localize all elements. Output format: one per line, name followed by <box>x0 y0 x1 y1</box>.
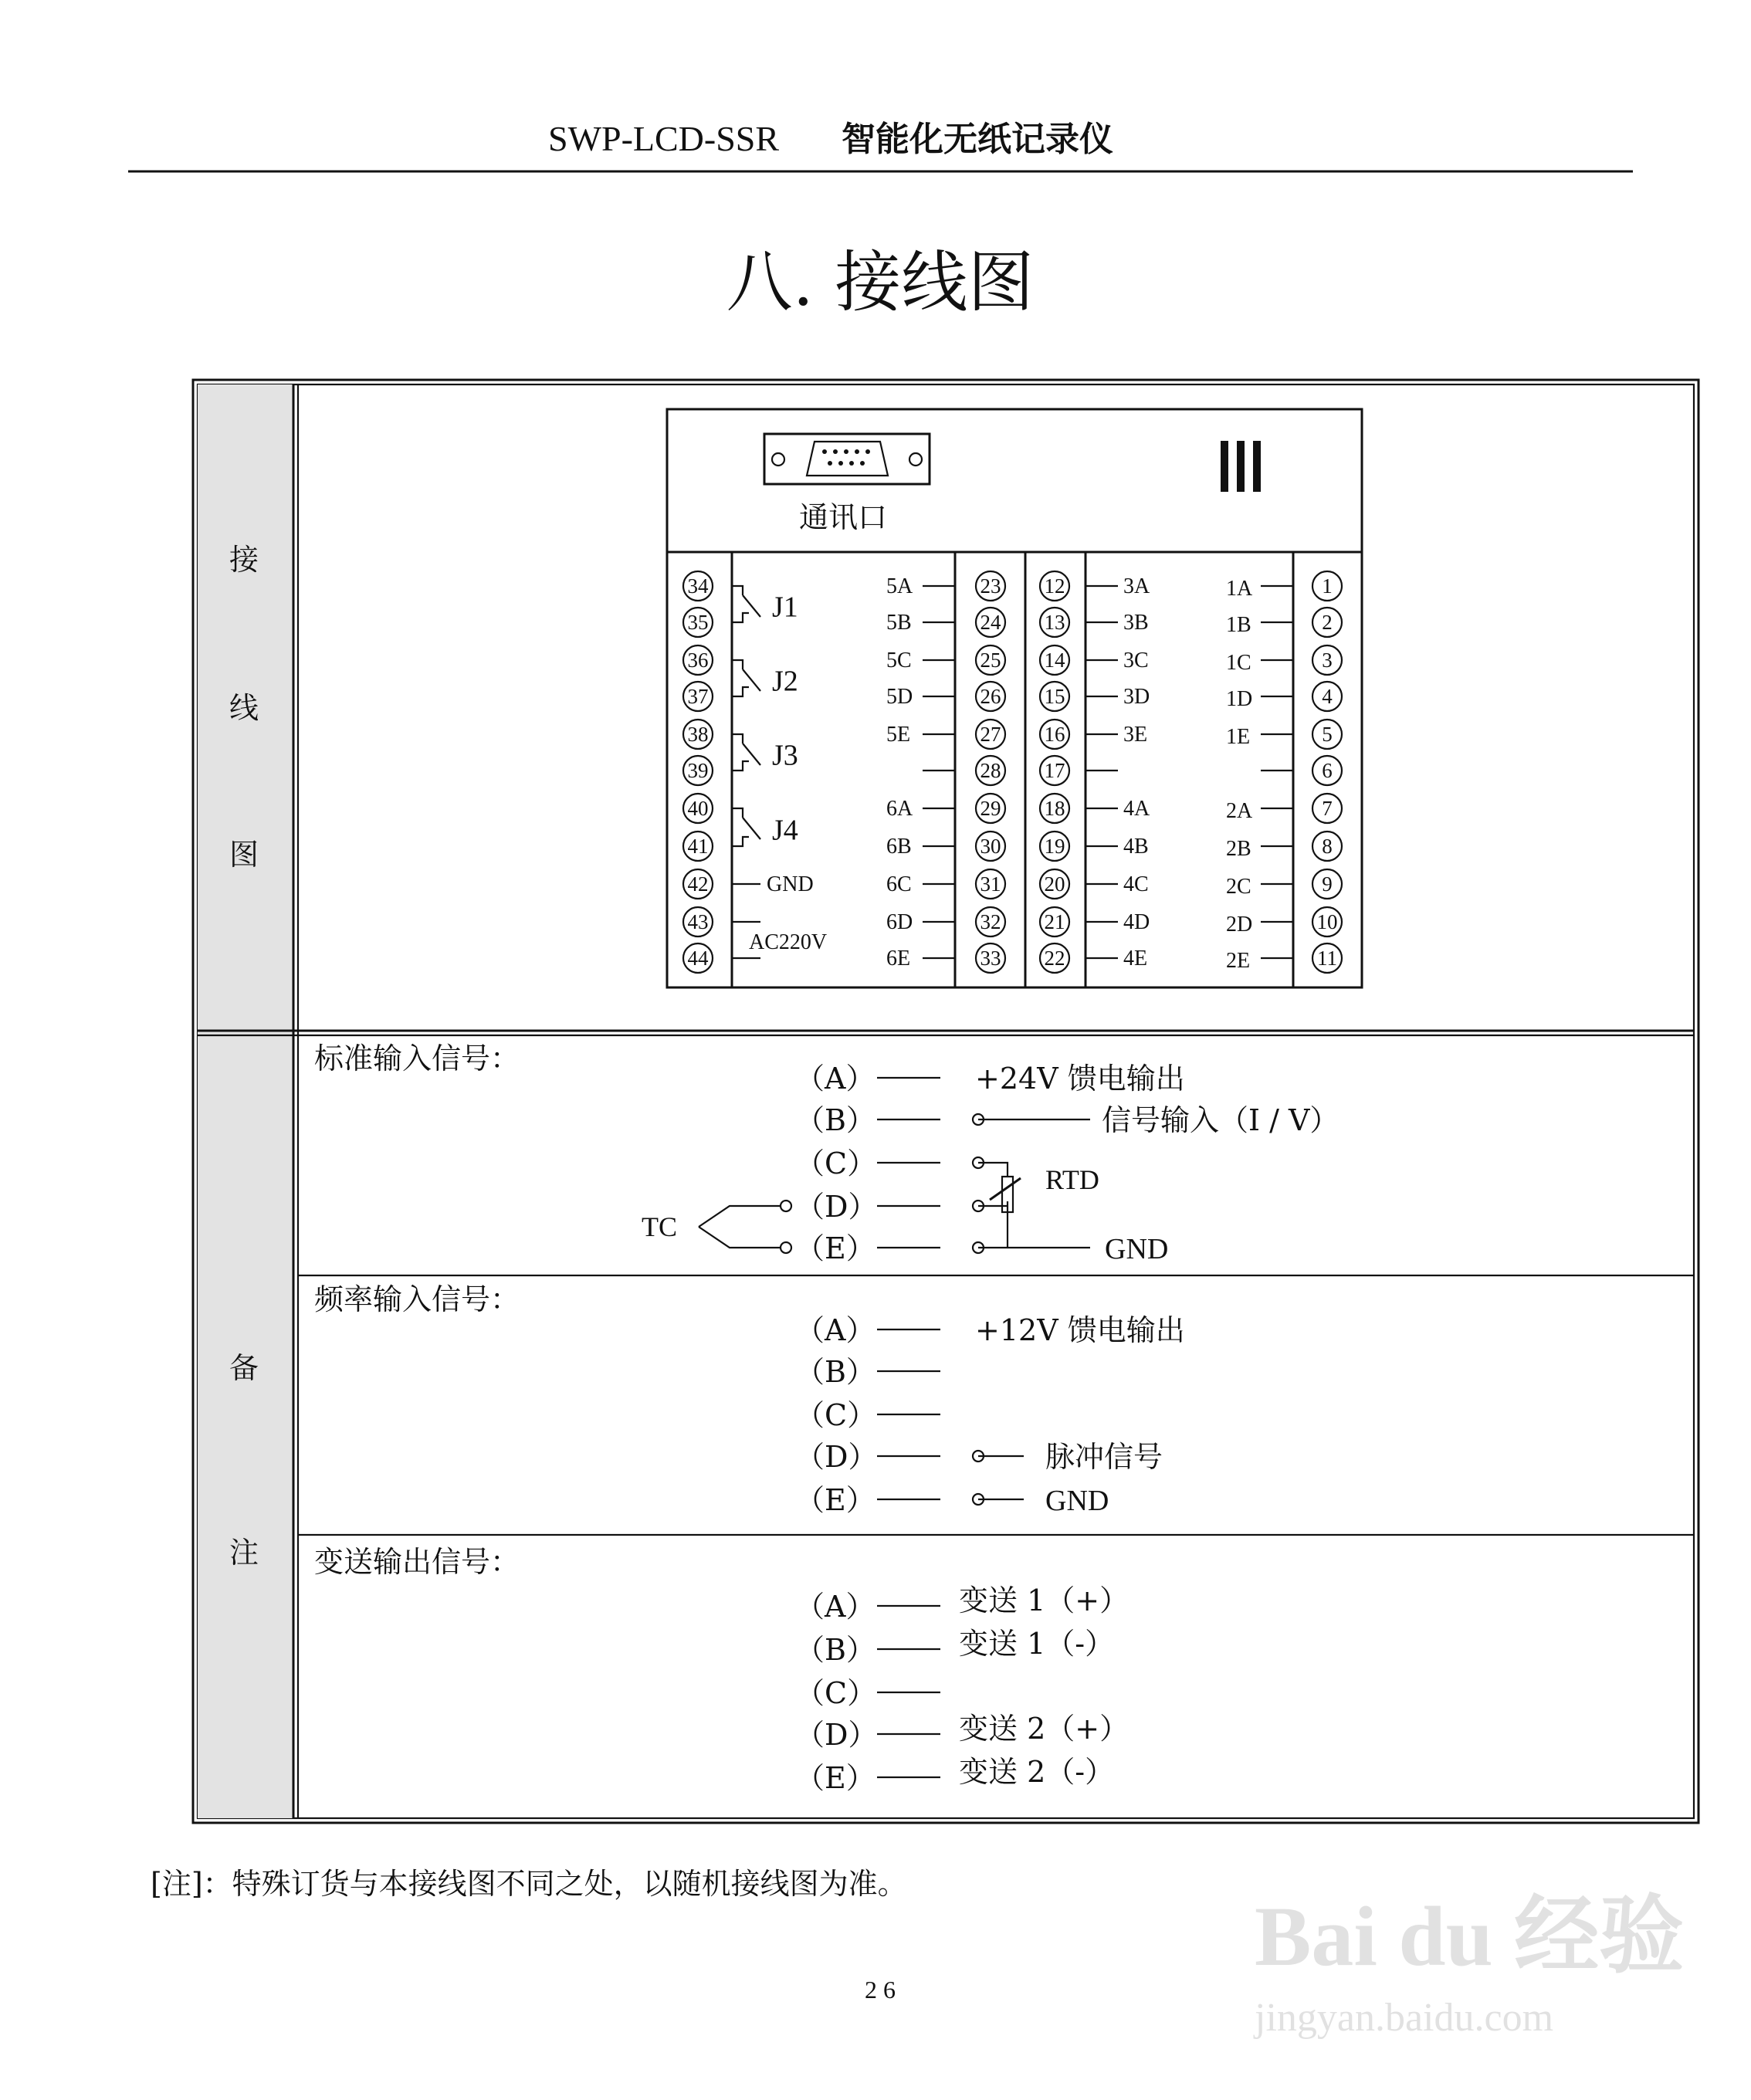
side-label: 线 <box>229 691 259 725</box>
remark-section <box>314 1545 1129 1795</box>
pin-label: （A） <box>795 1313 876 1347</box>
terminal-number: 42 <box>687 872 709 896</box>
terminal <box>1312 571 1342 601</box>
feed-label: +24V 馈电输出 <box>975 1062 1185 1096</box>
rtd-label: RTD <box>1045 1164 1099 1195</box>
terminal-label: 1A <box>1226 577 1253 601</box>
terminal-label: 1D <box>1226 687 1253 711</box>
pin-label: （C） <box>795 1147 877 1180</box>
terminal-label: 4E <box>1123 947 1148 970</box>
terminal <box>1040 832 1069 861</box>
side-label: 接 <box>229 543 259 577</box>
terminal <box>976 832 1005 861</box>
terminal-label: 6C <box>886 872 912 896</box>
side-label: 备 <box>229 1351 259 1385</box>
terminal <box>1040 720 1069 749</box>
terminal-label: 6A <box>886 797 913 821</box>
terminal-number: 28 <box>980 759 1001 782</box>
ac-label: AC220V <box>749 930 828 954</box>
terminal-number: 40 <box>687 797 709 820</box>
watermark-brand: Bai du 经验 <box>1255 1889 1685 1983</box>
header-product: 智能化无纸记录仪 <box>842 120 1113 159</box>
terminal-number: 15 <box>1044 685 1065 708</box>
terminal-number: 44 <box>687 947 709 970</box>
terminal <box>683 756 713 785</box>
terminal <box>976 720 1005 749</box>
terminal <box>683 571 713 601</box>
terminal-number: 20 <box>1044 872 1065 896</box>
terminal-label: 6E <box>886 947 911 970</box>
pin-label: （C） <box>795 1676 877 1710</box>
terminal <box>683 832 713 861</box>
relay-label: J4 <box>772 814 798 847</box>
terminal-label: 1E <box>1226 725 1251 749</box>
pin-label: （E） <box>795 1761 876 1795</box>
gnd-label: GND <box>767 872 814 896</box>
terminal-label: 2E <box>1226 949 1251 973</box>
terminal-number: 36 <box>687 649 709 672</box>
terminal-label: 3E <box>1123 723 1148 747</box>
terminal <box>976 682 1005 711</box>
terminal-number: 35 <box>687 611 709 634</box>
terminal-number: 6 <box>1322 759 1333 782</box>
terminal <box>1040 907 1069 937</box>
terminal-number: 34 <box>687 574 709 598</box>
relay-contact-icon <box>732 660 760 696</box>
terminal-number: 12 <box>1044 574 1065 598</box>
terminal <box>1312 943 1342 973</box>
relay-label: J1 <box>772 591 798 624</box>
terminal-label: 5E <box>886 723 911 747</box>
terminal-number: 18 <box>1044 797 1065 820</box>
terminal-label: 3C <box>1123 649 1149 672</box>
terminal-number: 8 <box>1322 835 1333 858</box>
terminal-number: 16 <box>1044 723 1065 746</box>
pin-label: （A） <box>795 1590 876 1624</box>
relay-contact-icon <box>732 586 760 622</box>
terminal-label: 4D <box>1123 910 1150 934</box>
gnd-label: GND <box>1045 1485 1109 1517</box>
terminal-number: 25 <box>980 649 1001 672</box>
pin-label: （D） <box>795 1718 878 1752</box>
terminal-label: 4C <box>1123 872 1149 896</box>
remark-title: 变送输出信号： <box>314 1545 520 1579</box>
terminal-number: 22 <box>1044 947 1065 970</box>
terminal <box>1312 608 1342 637</box>
pin-label: （C） <box>795 1398 877 1432</box>
terminal <box>1312 832 1342 861</box>
pin-label: （A） <box>795 1062 876 1096</box>
relay-contact-icon <box>732 734 760 771</box>
terminal <box>1312 720 1342 749</box>
terminal-label: 5C <box>886 649 912 672</box>
pin-label: （B） <box>795 1355 876 1389</box>
terminal-number: 43 <box>687 910 709 933</box>
terminal-label: 3A <box>1123 574 1150 598</box>
terminal-number: 37 <box>687 685 709 708</box>
pin-label: （B） <box>795 1633 876 1667</box>
feed-label: +12V 馈电输出 <box>975 1313 1185 1347</box>
pin-label: （D） <box>795 1440 878 1474</box>
remark-section <box>314 1042 1339 1265</box>
terminal-label: 2A <box>1226 799 1253 823</box>
terminal-number: 24 <box>980 611 1001 634</box>
output-label: 变送 2（+） <box>959 1712 1130 1746</box>
remark-title: 频率输入信号： <box>314 1282 520 1316</box>
wiring-table <box>193 380 1699 1823</box>
terminal <box>976 907 1005 937</box>
terminal <box>1040 794 1069 823</box>
terminal <box>683 645 713 675</box>
output-label: 变送 1（-） <box>959 1627 1115 1661</box>
terminal <box>683 682 713 711</box>
terminal-label: 2D <box>1226 913 1253 937</box>
terminal <box>1040 608 1069 637</box>
remarks <box>314 1042 1339 1795</box>
terminal <box>976 645 1005 675</box>
terminal-number: 10 <box>1316 910 1338 933</box>
terminal <box>1312 907 1342 937</box>
pulse-label: 脉冲信号 <box>1045 1440 1163 1474</box>
terminal <box>683 869 713 899</box>
side-label: 图 <box>229 838 259 872</box>
three-bars-icon <box>1221 441 1261 492</box>
terminal-label: 5B <box>886 611 912 635</box>
terminal <box>1312 756 1342 785</box>
comm-port-connector-icon <box>764 434 930 484</box>
terminal <box>683 608 713 637</box>
page-title: 八. 接线图 <box>726 244 1035 321</box>
terminal <box>976 608 1005 637</box>
terminal-number: 5 <box>1322 723 1333 746</box>
terminal-label: 1C <box>1226 651 1251 675</box>
signal-label: 信号输入（I / V） <box>1102 1103 1339 1137</box>
thermocouple-icon <box>699 1206 781 1248</box>
output-label: 变送 2（-） <box>959 1755 1115 1789</box>
terminal-number: 29 <box>980 797 1001 820</box>
terminal-number: 33 <box>980 947 1001 970</box>
terminal <box>976 756 1005 785</box>
terminal <box>683 720 713 749</box>
terminal-number: 4 <box>1322 685 1333 708</box>
terminal-number: 32 <box>980 910 1001 933</box>
terminal-number: 13 <box>1044 611 1065 634</box>
remark-section <box>314 1282 1185 1517</box>
terminal-number: 41 <box>687 835 709 858</box>
relay-label: J3 <box>772 739 798 772</box>
terminal <box>976 571 1005 601</box>
terminal <box>1312 682 1342 711</box>
terminal-number: 23 <box>980 574 1001 598</box>
terminal-number: 19 <box>1044 835 1065 858</box>
tc-label: TC <box>642 1211 678 1242</box>
relay-contact-icon <box>732 808 760 846</box>
watermark-url: jingyan.baidu.com <box>1255 1996 1554 2040</box>
terminal <box>1040 869 1069 899</box>
terminal-number: 21 <box>1044 910 1065 933</box>
relay-label: J2 <box>772 665 798 698</box>
remark-title: 标准输入信号： <box>314 1042 520 1075</box>
terminal <box>1312 794 1342 823</box>
terminal <box>1040 571 1069 601</box>
terminal <box>683 943 713 973</box>
terminal-label: 4B <box>1123 835 1149 859</box>
gnd-label: GND <box>1105 1233 1169 1265</box>
pin-label: （B） <box>795 1103 876 1137</box>
terminal-label: 5A <box>886 574 913 598</box>
page-number: 2 6 <box>865 1976 896 2003</box>
terminal-number: 38 <box>687 723 709 746</box>
terminal-label: 1B <box>1226 613 1251 637</box>
terminal <box>1040 682 1069 711</box>
terminal-number: 30 <box>980 835 1001 858</box>
pin-label: （E） <box>795 1231 876 1265</box>
terminal-number: 39 <box>687 759 709 782</box>
terminal-number: 2 <box>1322 611 1333 634</box>
terminal <box>1040 756 1069 785</box>
terminal <box>976 869 1005 899</box>
footnote: [注]：特殊订货与本接线图不同之处，以随机接线图为准。 <box>151 1867 907 1901</box>
terminal-label: 2B <box>1226 837 1251 861</box>
output-label: 变送 1（+） <box>959 1583 1130 1617</box>
terminal <box>1040 645 1069 675</box>
side-label: 注 <box>229 1536 259 1570</box>
terminal-label: 6B <box>886 835 912 859</box>
terminal-number: 3 <box>1322 649 1333 672</box>
terminal <box>1312 645 1342 675</box>
terminal <box>1312 869 1342 899</box>
terminal-label: 3D <box>1123 685 1150 709</box>
terminal-label: 5D <box>886 685 913 709</box>
terminal-number: 17 <box>1044 759 1065 782</box>
terminal-number: 9 <box>1322 872 1333 896</box>
terminal-label: 2C <box>1226 875 1251 899</box>
pin-label: （E） <box>795 1483 876 1517</box>
terminal-number: 11 <box>1317 947 1337 970</box>
baidu-watermark <box>1253 1889 1684 2040</box>
terminal-number: 7 <box>1322 797 1333 820</box>
terminal-label: 3B <box>1123 611 1149 635</box>
device-diagram <box>667 409 1362 987</box>
terminal-number: 14 <box>1044 649 1065 672</box>
terminal <box>976 794 1005 823</box>
terminal-number: 27 <box>980 723 1001 746</box>
terminal <box>1040 943 1069 973</box>
terminal <box>683 907 713 937</box>
terminal <box>683 794 713 823</box>
terminal-label: 6D <box>886 910 913 934</box>
terminal-number: 26 <box>980 685 1001 708</box>
terminal <box>976 943 1005 973</box>
terminal-number: 31 <box>980 872 1001 896</box>
terminal-number: 1 <box>1322 574 1333 598</box>
comm-port-label: 通讯口 <box>798 500 888 534</box>
terminal-label: 4A <box>1123 797 1150 821</box>
header-model: SWP-LCD-SSR <box>548 119 780 158</box>
pin-label: （D） <box>795 1190 878 1224</box>
